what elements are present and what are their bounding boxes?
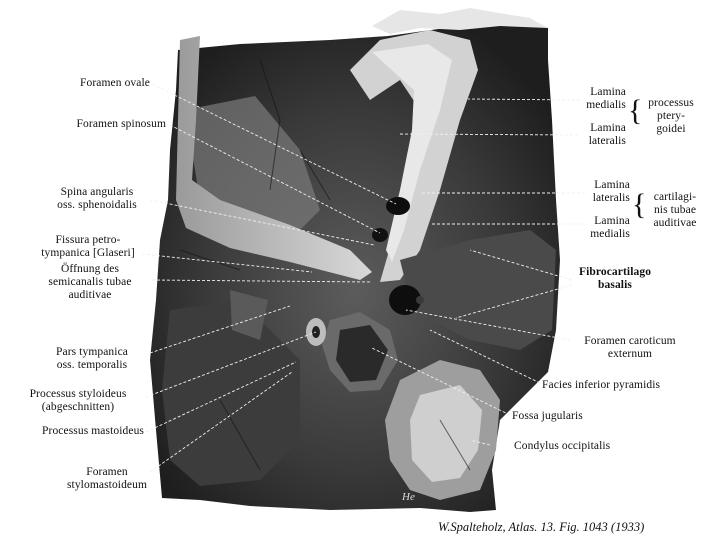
label-facies-inferior-pyramidis: Facies inferior pyramidis — [542, 379, 661, 391]
figure-caption: W.Spalteholz, Atlas. 13. Fig. 1043 (1933) — [438, 520, 645, 534]
artist-signature: He — [402, 491, 415, 503]
skull-base-specimen — [150, 8, 560, 512]
label-foramen-spinosum: Foramen spinosum — [76, 118, 166, 130]
label-pars-tympanica: Pars tympanica oss. temporalis — [56, 346, 128, 371]
label-pterygoid-lamina-lateralis: Lamina lateralis — [588, 122, 626, 147]
label-processus-styloideus: Processus styloideus (abgeschnitten) — [29, 388, 127, 413]
label-fissura-petrotympanica: Fissura petro- tympanica [Glaseri] — [41, 234, 135, 259]
label-processus-pterygoidei: processus ptery- goidei — [648, 97, 694, 135]
label-pterygoid-lamina-medialis: Lamina medialis — [586, 86, 626, 111]
brace-cartilago: { — [632, 188, 647, 221]
label-fossa-jugularis: Fossa jugularis — [512, 410, 583, 422]
brace-pterygoid: { — [628, 94, 643, 127]
label-condylus-occipitalis: Condylus occipitalis — [514, 440, 611, 452]
label-foramen-stylomastoideum: Foramen stylomastoideum — [66, 466, 148, 491]
label-cartilaginis-tubae-auditivae: cartilagi- nis tubae auditivae — [653, 191, 697, 229]
label-foramen-caroticum: Foramen caroticum externum — [584, 335, 676, 360]
label-fibrocartilago-basalis: Fibrocartilago basalis — [578, 266, 652, 291]
label-cartilago-lamina-lateralis: Lamina lateralis — [592, 179, 630, 204]
label-cartilago-lamina-medialis: Lamina medialis — [590, 215, 630, 240]
label-processus-mastoideus: Processus mastoideus — [42, 425, 144, 437]
label-oeffnung-semicanalis: Öffnung des semicanalis tubae auditivae — [48, 263, 132, 301]
label-foramen-ovale: Foramen ovale — [80, 77, 150, 89]
label-spina-angularis: Spina angularis oss. sphenoidalis — [57, 186, 137, 211]
